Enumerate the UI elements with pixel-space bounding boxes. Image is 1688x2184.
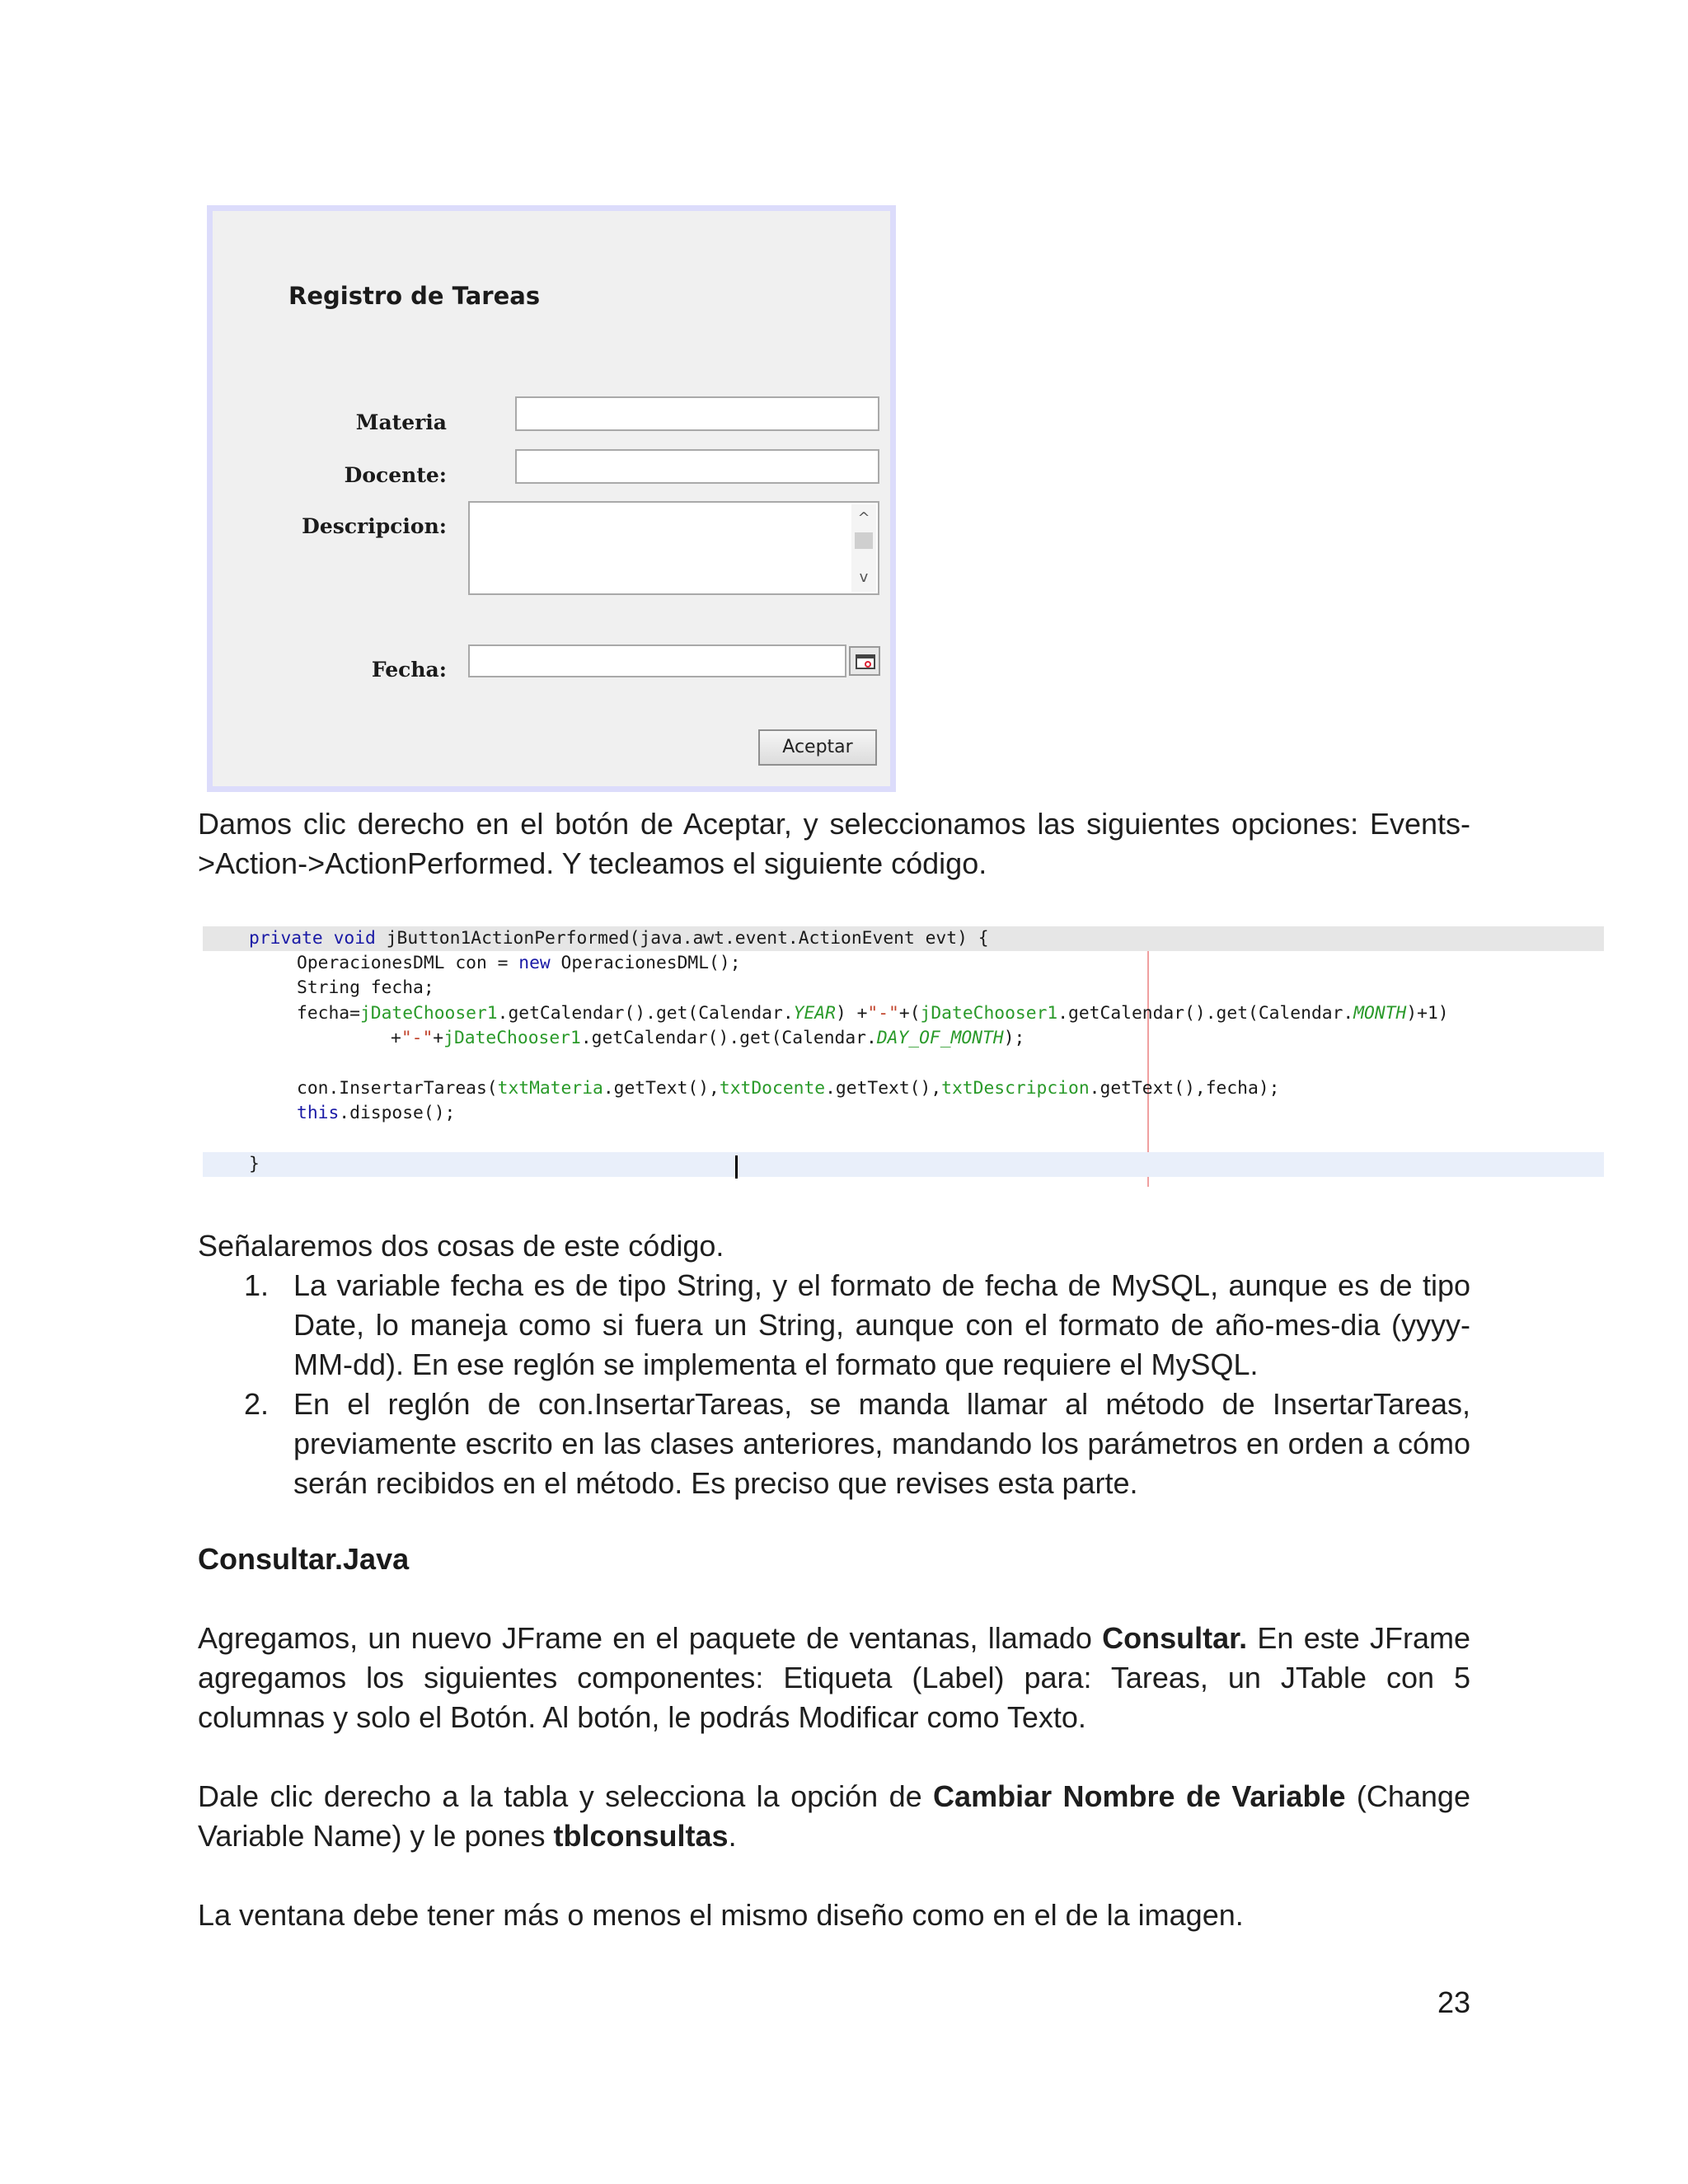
list-item: En el reglón de con.InsertarTareas, se manda llamar al método de InsertarTareas, previamente escrito en las clases anteriores, mandando los parámetros en orden a cómo serán recibidos en el método. Es preciso que revises esta parte. [293, 1387, 1470, 1500]
registro-tareas-form-screenshot [207, 205, 896, 792]
code-line-4: fecha=jDateChooser1.getCalendar().get(Calendar.YEAR) +"-"+(jDateChooser1.getCalendar().get(Calendar.MONTH)+1) [297, 1003, 1449, 1024]
consultar-paragraph: Agregamos, un nuevo JFrame en el paquete de ventanas, llamado Consultar. En este JFrame agregamos los siguientes componentes: Etiqueta (Label) para: Tareas, un JTable con 5 columnas y solo el Botón. Al botón, le podrás Modificar como Texto. [198, 1621, 1471, 1734]
code-line-6: con.InsertarTareas(txtMateria.getText(),txtDocente.getText(),txtDescripcion.getText(),fecha); [297, 1078, 1280, 1099]
materia-label: Materia [355, 410, 447, 434]
form-title: Registro de Tareas [288, 282, 541, 310]
docente-label: Docente: [344, 463, 447, 487]
fecha-date-field[interactable] [468, 644, 846, 677]
fecha-label: Fecha: [371, 658, 447, 682]
calendar-button[interactable] [849, 646, 880, 676]
scroll-thumb[interactable] [855, 532, 873, 549]
descripcion-scrollbar[interactable] [851, 504, 876, 592]
docente-field[interactable] [515, 449, 879, 484]
section-heading: Consultar.Java [198, 1542, 410, 1576]
code-line-8: } [203, 1152, 1604, 1177]
aceptar-button[interactable]: Aceptar [758, 729, 877, 766]
code-line-1: private void jButton1ActionPerformed(java.awt.event.ActionEvent evt) { [203, 926, 1604, 951]
descripcion-textarea[interactable] [468, 501, 879, 595]
scroll-down-icon[interactable]: v [859, 569, 869, 586]
code-line-5: +"-"+jDateChooser1.getCalendar().get(Calendar.DAY_OF_MONTH); [391, 1028, 1025, 1048]
scroll-up-icon[interactable]: ^ [857, 509, 870, 527]
note-intro: Señalaremos dos cosas de este código. [198, 1229, 724, 1263]
list-item: La variable fecha es de tipo String, y el formato de fecha de MySQL, aunque es de tipo Date, lo maneja como si fuera un String, aunque con el formato de año-mes-dia (yyyy-MM-dd). En ese reglón se implementa el formato que requiere el MySQL. [293, 1268, 1470, 1381]
page-number: 23 [1437, 1985, 1470, 2019]
ventana-paragraph: La ventana debe tener más o menos el mismo diseño como en el de la imagen. [198, 1898, 1244, 1932]
intro-paragraph: Damos clic derecho en el botón de Aceptar, y seleccionamos las siguientes opciones: Events->Action->ActionPerformed. Y tecleamos el siguiente código. [198, 807, 1470, 880]
calendar-icon [856, 654, 875, 670]
code-line-2: OperacionesDML con = new OperacionesDML(); [297, 953, 741, 973]
list-item-number: 1. [244, 1268, 270, 1302]
descripcion-label: Descripcion: [302, 514, 447, 538]
code-screenshot [203, 926, 1604, 1187]
text-caret [735, 1155, 738, 1179]
tabla-paragraph: Dale clic derecho a la tabla y selecciona la opción de Cambiar Nombre de Variable (Change Variable Name) y le pones tblconsultas. [198, 1779, 1470, 1853]
list-item-number: 2. [244, 1387, 270, 1421]
code-line-7: this.dispose(); [297, 1103, 456, 1123]
code-line-3: String fecha; [297, 977, 434, 998]
materia-field[interactable] [515, 396, 879, 431]
